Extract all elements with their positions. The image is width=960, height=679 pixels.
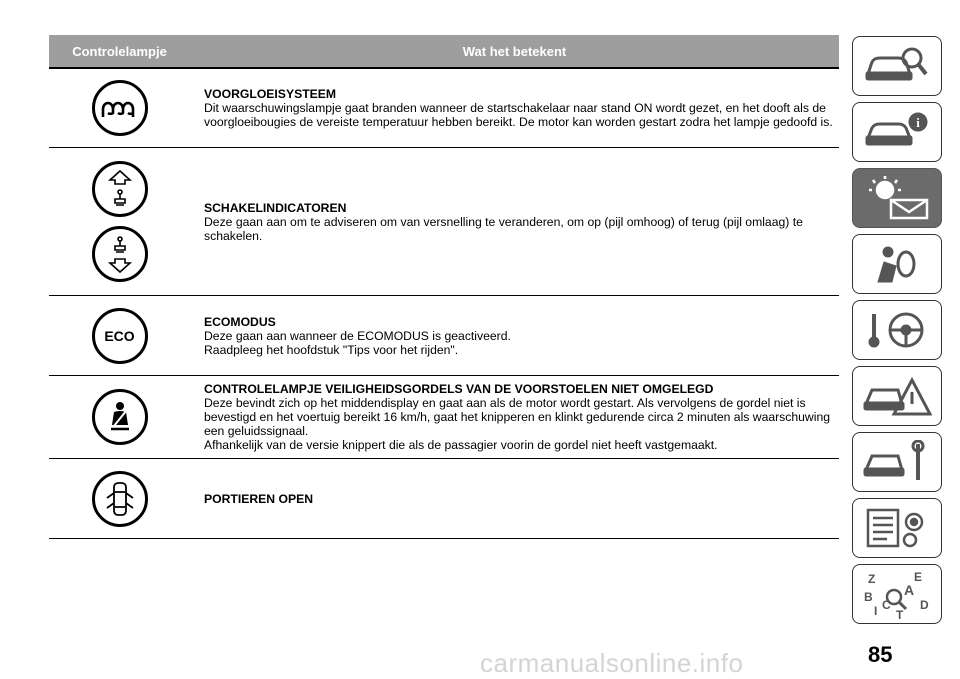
glow-plug-coil-icon — [92, 80, 148, 136]
icon-cell — [49, 376, 190, 458]
table-row — [49, 69, 839, 148]
tab-car-info[interactable] — [852, 102, 942, 162]
tab-car-search[interactable] — [852, 36, 942, 96]
door-open-icon — [92, 471, 148, 527]
tab-warning-lights[interactable] — [852, 168, 942, 228]
gear-shift-down-icon — [92, 226, 148, 282]
row-text: Dit waarschuwingslampje gaat branden wanneer de startschakelaar naar stand ON wordt gezet, en het dooft als de voorgloeibougies de vereiste temperatuur hebben bereikt. De motor kan worden gestart zodra het lampje gedoofd is. — [204, 101, 833, 129]
tab-alphabetical-index[interactable] — [852, 564, 942, 624]
tab-maintenance[interactable] — [852, 432, 942, 492]
row-title: ECOMODUS — [204, 314, 276, 329]
svg-text:C: C — [882, 598, 891, 612]
svg-text:D: D — [920, 598, 929, 612]
chapter-tabs — [852, 36, 942, 630]
gear-shift-up-icon — [92, 161, 148, 217]
seatbelt-icon — [92, 389, 148, 445]
svg-text:I: I — [874, 604, 878, 618]
eco-label: ECO — [104, 327, 135, 344]
description-cell — [190, 148, 839, 295]
row-text-2: Raadpleeg het hoofdstuk "Tips voor het rijden". — [204, 342, 459, 357]
description-cell — [190, 459, 839, 538]
tab-steering-wheel[interactable] — [852, 300, 942, 360]
row-title: SCHAKELINDICATOREN — [204, 200, 347, 215]
svg-text:A: A — [904, 582, 915, 598]
icon-cell — [49, 148, 190, 295]
row-title: VOORGLOEISYSTEEM — [204, 87, 337, 101]
description-cell — [190, 296, 839, 375]
row-title: PORTIEREN OPEN — [204, 491, 314, 506]
svg-text:E: E — [914, 570, 923, 584]
description-cell — [190, 376, 839, 458]
page-number: 85 — [868, 642, 893, 667]
svg-text:B: B — [864, 590, 873, 604]
icon-cell — [49, 69, 190, 147]
watermark: carmanualsonline.info — [480, 648, 744, 678]
description-cell — [190, 69, 839, 147]
tab-airbag-safety[interactable] — [852, 234, 942, 294]
icon-cell — [49, 296, 190, 375]
row-text: Deze gaan aan wanneer de ECOMODUS is geactiveerd. — [204, 328, 511, 343]
icon-cell — [49, 459, 190, 538]
header-col-meaning: Wat het betekent — [462, 43, 567, 59]
row-title: CONTROLELAMPJE VEILIGHEIDSGORDELS VAN DE VOORSTOELEN NIET OMGELEGD — [204, 382, 714, 396]
svg-text:i: i — [916, 115, 920, 130]
table-header — [49, 35, 839, 69]
warning-light-table — [49, 35, 839, 539]
table-row — [49, 376, 839, 459]
header-col-icon: Controlelampje — [72, 43, 167, 59]
svg-text:T: T — [896, 608, 904, 619]
tab-technical-data[interactable] — [852, 498, 942, 558]
row-text: Deze bevindt zich op het middendisplay en gaat aan als de motor wordt gestart. Als vervolgens de gordel niet is bevestigd en het voertuig bereikt 16 km/h, gaat het knipperen en klinkt gedurende circa 2 minuten als waarschuwing een geluidssignaal. — [204, 396, 830, 438]
tab-accident-warning[interactable] — [852, 366, 942, 426]
svg-text:Z: Z — [868, 572, 876, 586]
row-text: Deze gaan aan om te adviseren om van versnelling te veranderen, om op (pijl omhoog) of terug (pijl omlaag) te schakelen. — [204, 214, 803, 243]
row-text-2: Afhankelijk van de versie knippert die als de passagier voorin de gordel niet heeft vastgemaakt. — [204, 438, 718, 452]
table-row — [49, 459, 839, 539]
table-row — [49, 296, 839, 376]
eco-mode-icon — [92, 308, 148, 364]
table-row — [49, 148, 839, 296]
